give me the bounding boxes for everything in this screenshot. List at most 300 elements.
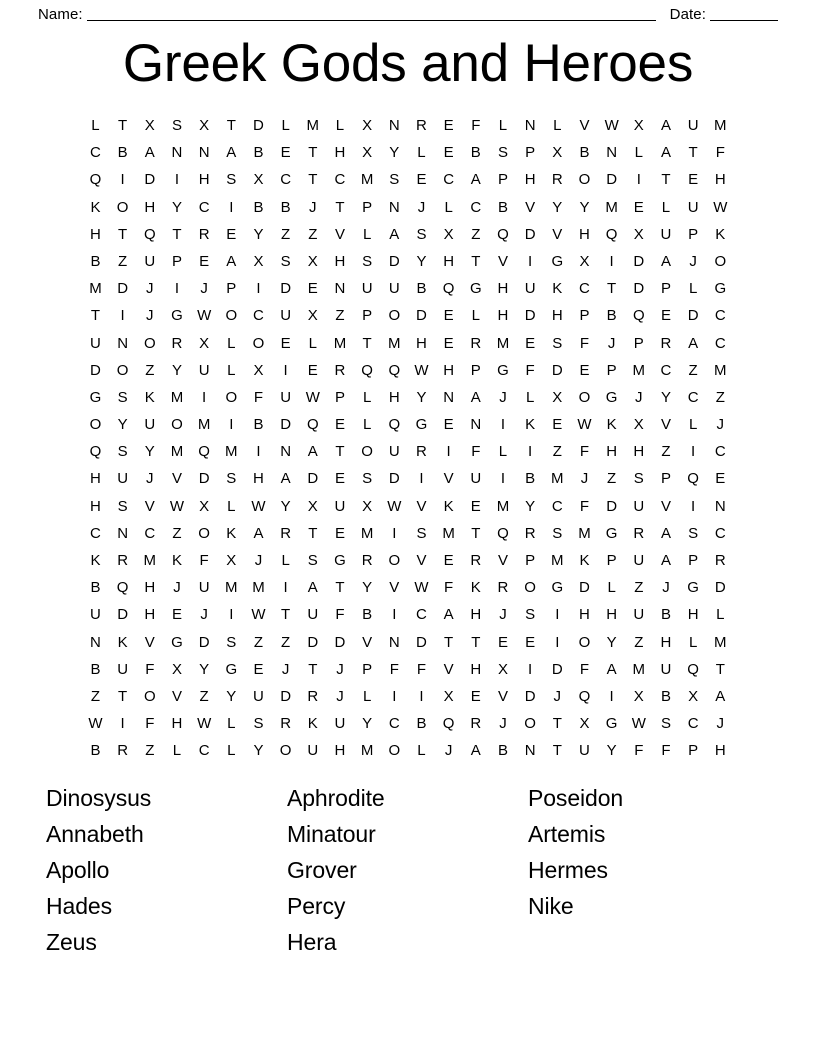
- grid-cell[interactable]: H: [334, 144, 346, 162]
- grid-cell[interactable]: P: [226, 280, 237, 298]
- grid-cell[interactable]: T: [444, 633, 454, 651]
- grid-cell[interactable]: F: [579, 497, 590, 515]
- grid-cell[interactable]: D: [144, 171, 156, 189]
- grid-cell[interactable]: U: [144, 416, 156, 434]
- grid-cell[interactable]: A: [688, 334, 699, 352]
- grid-cell[interactable]: D: [714, 579, 726, 597]
- grid-cell[interactable]: Z: [145, 361, 155, 379]
- grid-cell[interactable]: V: [171, 470, 183, 488]
- grid-cell[interactable]: P: [633, 334, 645, 352]
- grid-cell[interactable]: E: [443, 144, 454, 162]
- grid-cell[interactable]: O: [116, 361, 129, 379]
- grid-cell[interactable]: M: [360, 524, 374, 542]
- grid-cell[interactable]: E: [416, 171, 427, 189]
- grid-cell[interactable]: I: [446, 443, 451, 461]
- grid-cell[interactable]: F: [661, 742, 671, 760]
- word-list-item[interactable]: Aphrodite: [287, 785, 385, 811]
- grid-cell[interactable]: C: [90, 524, 102, 542]
- grid-cell[interactable]: B: [470, 144, 482, 162]
- grid-cell[interactable]: T: [661, 171, 671, 189]
- grid-cell[interactable]: I: [174, 280, 180, 298]
- grid-cell[interactable]: I: [392, 606, 397, 624]
- grid-cell[interactable]: A: [715, 687, 726, 705]
- grid-cell[interactable]: J: [417, 198, 426, 216]
- grid-cell[interactable]: H: [198, 171, 210, 189]
- grid-cell[interactable]: I: [528, 443, 533, 461]
- grid-cell[interactable]: J: [635, 388, 643, 406]
- grid-cell[interactable]: V: [416, 552, 427, 569]
- grid-cell[interactable]: H: [253, 470, 265, 488]
- grid-cell[interactable]: I: [229, 606, 234, 624]
- grid-cell[interactable]: Q: [388, 361, 401, 379]
- grid-cell[interactable]: I: [636, 171, 642, 189]
- grid-cell[interactable]: Q: [89, 171, 102, 189]
- grid-cell[interactable]: Y: [552, 198, 563, 216]
- grid-cell[interactable]: T: [471, 633, 481, 651]
- grid-cell[interactable]: V: [362, 633, 373, 651]
- grid-cell[interactable]: C: [443, 171, 455, 189]
- grid-cell[interactable]: D: [280, 687, 292, 705]
- grid-cell[interactable]: S: [633, 470, 645, 488]
- grid-cell[interactable]: D: [90, 361, 102, 379]
- grid-cell[interactable]: B: [253, 198, 264, 216]
- grid-cell[interactable]: B: [525, 470, 536, 488]
- grid-cell[interactable]: L: [362, 225, 372, 243]
- grid-cell[interactable]: M: [496, 334, 510, 352]
- grid-cell[interactable]: L: [362, 388, 372, 406]
- grid-cell[interactable]: C: [687, 388, 699, 406]
- grid-cell[interactable]: H: [416, 334, 428, 352]
- grid-cell[interactable]: B: [90, 742, 101, 760]
- grid-cell[interactable]: I: [392, 524, 397, 542]
- grid-cell[interactable]: I: [419, 470, 424, 488]
- grid-cell[interactable]: J: [580, 470, 589, 488]
- grid-cell[interactable]: E: [633, 198, 645, 216]
- grid-cell[interactable]: A: [470, 171, 482, 189]
- grid-cell[interactable]: R: [714, 552, 726, 569]
- grid-cell[interactable]: U: [334, 497, 346, 515]
- grid-cell[interactable]: T: [335, 198, 345, 216]
- grid-cell[interactable]: Y: [199, 660, 210, 678]
- grid-cell[interactable]: T: [118, 687, 128, 705]
- grid-cell[interactable]: L: [688, 280, 698, 298]
- grid-cell[interactable]: Y: [171, 361, 183, 379]
- grid-cell[interactable]: A: [660, 252, 672, 270]
- grid-cell[interactable]: F: [199, 552, 209, 569]
- grid-cell[interactable]: F: [525, 361, 535, 379]
- word-list-item[interactable]: Dinosysus: [46, 785, 152, 811]
- grid-cell[interactable]: D: [388, 252, 400, 270]
- grid-cell[interactable]: H: [497, 280, 509, 298]
- grid-cell[interactable]: A: [307, 443, 319, 461]
- grid-cell[interactable]: J: [499, 715, 507, 733]
- grid-cell[interactable]: M: [360, 171, 374, 189]
- grid-cell[interactable]: T: [471, 524, 481, 542]
- grid-cell[interactable]: M: [143, 552, 157, 569]
- word-list-item[interactable]: Minatour: [287, 821, 376, 847]
- grid-cell[interactable]: V: [334, 225, 346, 243]
- word-list-item[interactable]: Apollo: [46, 857, 110, 883]
- grid-cell[interactable]: E: [253, 660, 264, 678]
- grid-cell[interactable]: T: [335, 579, 345, 597]
- grid-cell[interactable]: M: [632, 361, 646, 379]
- grid-cell[interactable]: W: [251, 606, 266, 624]
- grid-cell[interactable]: L: [716, 606, 725, 624]
- grid-cell[interactable]: G: [551, 252, 564, 270]
- grid-cell[interactable]: F: [444, 579, 454, 597]
- grid-cell[interactable]: U: [388, 443, 400, 461]
- grid-cell[interactable]: J: [662, 579, 670, 597]
- grid-cell[interactable]: Y: [171, 198, 183, 216]
- grid-cell[interactable]: M: [714, 117, 727, 134]
- grid-cell[interactable]: H: [687, 606, 699, 624]
- grid-cell[interactable]: T: [172, 225, 182, 243]
- grid-cell[interactable]: C: [714, 524, 726, 542]
- grid-cell[interactable]: V: [552, 225, 563, 243]
- grid-cell[interactable]: Q: [89, 443, 102, 461]
- grid-cell[interactable]: M: [551, 470, 564, 488]
- grid-cell[interactable]: A: [660, 552, 672, 569]
- grid-cell[interactable]: I: [392, 687, 397, 705]
- grid-cell[interactable]: S: [226, 470, 237, 488]
- grid-cell[interactable]: T: [308, 524, 318, 542]
- grid-cell[interactable]: V: [497, 252, 509, 270]
- grid-cell[interactable]: S: [389, 171, 400, 189]
- grid-cell[interactable]: O: [361, 443, 374, 461]
- grid-cell[interactable]: A: [389, 225, 400, 243]
- grid-cell[interactable]: H: [470, 660, 482, 678]
- grid-cell[interactable]: L: [227, 334, 236, 352]
- grid-cell[interactable]: Z: [118, 252, 128, 270]
- grid-cell[interactable]: M: [306, 117, 320, 134]
- grid-cell[interactable]: T: [308, 144, 318, 162]
- grid-cell[interactable]: U: [687, 117, 699, 134]
- grid-cell[interactable]: H: [90, 497, 102, 515]
- grid-cell[interactable]: U: [660, 660, 672, 678]
- grid-cell[interactable]: Q: [632, 307, 645, 325]
- grid-cell[interactable]: D: [687, 307, 699, 325]
- grid-cell[interactable]: B: [416, 715, 427, 733]
- grid-cell[interactable]: J: [281, 660, 290, 678]
- grid-cell[interactable]: L: [525, 388, 535, 406]
- grid-cell[interactable]: F: [579, 443, 590, 461]
- grid-cell[interactable]: D: [524, 687, 536, 705]
- grid-cell[interactable]: F: [253, 388, 264, 406]
- grid-cell[interactable]: T: [607, 280, 617, 298]
- word-list-item[interactable]: Annabeth: [46, 821, 144, 847]
- grid-cell[interactable]: W: [387, 497, 402, 515]
- grid-cell[interactable]: Y: [226, 687, 237, 705]
- grid-cell[interactable]: I: [528, 252, 533, 270]
- grid-cell[interactable]: B: [416, 280, 427, 298]
- grid-cell[interactable]: B: [253, 416, 264, 434]
- grid-cell[interactable]: R: [361, 552, 373, 569]
- grid-cell[interactable]: H: [334, 742, 346, 760]
- grid-cell[interactable]: S: [497, 144, 509, 162]
- grid-cell[interactable]: L: [281, 552, 291, 569]
- word-list-item[interactable]: Hades: [46, 893, 112, 919]
- grid-cell[interactable]: J: [689, 252, 698, 270]
- grid-cell[interactable]: X: [199, 117, 210, 134]
- grid-cell[interactable]: E: [552, 416, 563, 434]
- grid-cell[interactable]: Q: [687, 660, 700, 678]
- grid-cell[interactable]: H: [90, 470, 102, 488]
- grid-cell[interactable]: X: [497, 660, 509, 678]
- grid-cell[interactable]: L: [227, 742, 236, 760]
- grid-cell[interactable]: E: [443, 416, 454, 434]
- grid-cell[interactable]: X: [552, 388, 563, 406]
- grid-cell[interactable]: P: [579, 307, 590, 325]
- grid-cell[interactable]: H: [443, 252, 455, 270]
- grid-cell[interactable]: E: [443, 117, 454, 134]
- grid-cell[interactable]: X: [253, 252, 264, 270]
- grid-cell[interactable]: D: [551, 660, 563, 678]
- grid-cell[interactable]: E: [470, 497, 482, 515]
- grid-cell[interactable]: R: [117, 552, 129, 569]
- grid-cell[interactable]: M: [89, 280, 102, 298]
- grid-cell[interactable]: F: [145, 660, 155, 678]
- grid-cell[interactable]: Z: [552, 443, 563, 461]
- grid-cell[interactable]: B: [579, 144, 590, 162]
- grid-cell[interactable]: M: [442, 524, 456, 542]
- grid-cell[interactable]: O: [89, 416, 102, 434]
- grid-cell[interactable]: O: [225, 388, 238, 406]
- grid-cell[interactable]: B: [253, 144, 264, 162]
- grid-cell[interactable]: I: [500, 416, 506, 434]
- grid-cell[interactable]: I: [609, 687, 614, 705]
- grid-cell[interactable]: L: [417, 144, 426, 162]
- word-list-item[interactable]: Nike: [528, 893, 574, 919]
- grid-cell[interactable]: X: [226, 552, 237, 569]
- grid-cell[interactable]: I: [691, 443, 696, 461]
- grid-cell[interactable]: T: [715, 660, 726, 678]
- grid-cell[interactable]: E: [199, 252, 210, 270]
- grid-cell[interactable]: Z: [281, 633, 291, 651]
- grid-cell[interactable]: X: [552, 144, 563, 162]
- grid-cell[interactable]: D: [198, 633, 210, 651]
- grid-cell[interactable]: H: [660, 633, 672, 651]
- grid-cell[interactable]: B: [90, 660, 101, 678]
- grid-cell[interactable]: Z: [145, 742, 155, 760]
- grid-cell[interactable]: M: [225, 443, 238, 461]
- word-list-item[interactable]: Hera: [287, 929, 337, 955]
- grid-cell[interactable]: A: [470, 742, 482, 760]
- grid-cell[interactable]: T: [281, 606, 291, 624]
- grid-cell[interactable]: D: [253, 117, 265, 134]
- grid-cell[interactable]: C: [198, 198, 210, 216]
- grid-cell[interactable]: G: [469, 280, 482, 298]
- grid-cell[interactable]: U: [361, 280, 373, 298]
- grid-cell[interactable]: C: [714, 443, 726, 461]
- grid-cell[interactable]: H: [90, 225, 102, 243]
- grid-cell[interactable]: T: [335, 443, 345, 461]
- grid-cell[interactable]: O: [388, 742, 401, 760]
- grid-cell[interactable]: P: [470, 361, 482, 379]
- grid-cell[interactable]: G: [171, 307, 183, 325]
- grid-cell[interactable]: V: [443, 470, 454, 488]
- grid-cell[interactable]: H: [388, 388, 400, 406]
- grid-cell[interactable]: C: [416, 606, 428, 624]
- grid-cell[interactable]: R: [198, 225, 210, 243]
- grid-cell[interactable]: D: [334, 633, 346, 651]
- grid-cell[interactable]: V: [171, 687, 183, 705]
- grid-cell[interactable]: I: [174, 171, 180, 189]
- grid-cell[interactable]: H: [714, 171, 726, 189]
- grid-cell[interactable]: E: [307, 361, 319, 379]
- grid-cell[interactable]: K: [443, 497, 454, 515]
- grid-cell[interactable]: R: [171, 334, 183, 352]
- grid-cell[interactable]: R: [497, 579, 509, 597]
- grid-cell[interactable]: E: [715, 470, 726, 488]
- grid-cell[interactable]: I: [419, 687, 424, 705]
- grid-cell[interactable]: I: [202, 388, 207, 406]
- grid-cell[interactable]: X: [362, 117, 373, 134]
- grid-cell[interactable]: L: [362, 416, 372, 434]
- grid-cell[interactable]: H: [334, 252, 346, 270]
- grid-cell[interactable]: J: [146, 307, 154, 325]
- grid-cell[interactable]: G: [89, 388, 102, 406]
- grid-cell[interactable]: R: [280, 524, 292, 542]
- grid-cell[interactable]: P: [660, 280, 672, 298]
- grid-cell[interactable]: C: [198, 742, 210, 760]
- grid-cell[interactable]: Z: [308, 225, 318, 243]
- grid-cell[interactable]: I: [229, 198, 234, 216]
- grid-cell[interactable]: A: [226, 252, 237, 270]
- grid-cell[interactable]: W: [197, 715, 212, 733]
- grid-cell[interactable]: K: [470, 579, 482, 597]
- grid-cell[interactable]: N: [714, 497, 726, 515]
- grid-cell[interactable]: U: [198, 579, 210, 597]
- grid-cell[interactable]: E: [443, 552, 454, 569]
- grid-cell[interactable]: T: [90, 307, 101, 325]
- grid-cell[interactable]: P: [688, 742, 699, 760]
- grid-cell[interactable]: H: [171, 715, 183, 733]
- grid-cell[interactable]: K: [307, 715, 319, 733]
- grid-cell[interactable]: N: [388, 198, 400, 216]
- grid-cell[interactable]: K: [117, 633, 128, 651]
- grid-cell[interactable]: R: [280, 715, 292, 733]
- grid-cell[interactable]: R: [117, 742, 129, 760]
- grid-cell[interactable]: F: [471, 443, 481, 461]
- grid-cell[interactable]: S: [552, 334, 563, 352]
- grid-cell[interactable]: C: [714, 334, 726, 352]
- grid-cell[interactable]: U: [198, 361, 210, 379]
- grid-cell[interactable]: M: [333, 334, 347, 352]
- grid-cell[interactable]: E: [280, 334, 291, 352]
- grid-cell[interactable]: K: [226, 524, 237, 542]
- grid-cell[interactable]: A: [660, 117, 672, 134]
- grid-cell[interactable]: N: [117, 524, 129, 542]
- grid-cell[interactable]: M: [388, 334, 401, 352]
- grid-cell[interactable]: I: [120, 307, 125, 325]
- grid-cell[interactable]: D: [280, 280, 292, 298]
- grid-cell[interactable]: W: [169, 497, 185, 515]
- grid-cell[interactable]: X: [362, 497, 373, 515]
- grid-cell[interactable]: S: [362, 470, 373, 488]
- grid-cell[interactable]: K: [90, 198, 101, 216]
- grid-cell[interactable]: V: [579, 117, 590, 134]
- grid-cell[interactable]: H: [144, 606, 156, 624]
- grid-cell[interactable]: C: [90, 144, 102, 162]
- grid-cell[interactable]: Y: [606, 742, 617, 760]
- grid-cell[interactable]: O: [279, 742, 292, 760]
- grid-cell[interactable]: J: [146, 280, 154, 298]
- grid-cell[interactable]: M: [714, 361, 727, 379]
- grid-cell[interactable]: O: [388, 552, 401, 569]
- grid-cell[interactable]: L: [227, 715, 236, 733]
- grid-cell[interactable]: Z: [281, 225, 291, 243]
- grid-cell[interactable]: B: [117, 144, 128, 162]
- grid-cell[interactable]: K: [171, 552, 183, 569]
- grid-cell[interactable]: O: [143, 334, 156, 352]
- grid-cell[interactable]: C: [334, 171, 346, 189]
- grid-cell[interactable]: D: [280, 416, 292, 434]
- grid-cell[interactable]: L: [553, 117, 562, 134]
- grid-cell[interactable]: U: [633, 606, 645, 624]
- grid-cell[interactable]: J: [336, 687, 344, 705]
- grid-cell[interactable]: L: [335, 117, 345, 134]
- grid-cell[interactable]: C: [144, 524, 156, 542]
- grid-cell[interactable]: K: [552, 280, 563, 298]
- grid-cell[interactable]: E: [334, 416, 346, 434]
- grid-cell[interactable]: L: [498, 443, 508, 461]
- grid-cell[interactable]: Q: [306, 416, 319, 434]
- grid-cell[interactable]: P: [362, 660, 373, 678]
- grid-cell[interactable]: B: [362, 606, 373, 624]
- grid-cell[interactable]: U: [90, 334, 102, 352]
- grid-cell[interactable]: L: [688, 633, 698, 651]
- grid-cell[interactable]: Y: [280, 497, 291, 515]
- grid-cell[interactable]: I: [500, 470, 506, 488]
- grid-cell[interactable]: X: [307, 307, 319, 325]
- grid-cell[interactable]: J: [716, 416, 725, 434]
- grid-cell[interactable]: N: [443, 388, 455, 406]
- grid-cell[interactable]: T: [308, 171, 318, 189]
- grid-cell[interactable]: S: [171, 117, 183, 134]
- grid-cell[interactable]: M: [252, 579, 265, 597]
- grid-cell[interactable]: L: [362, 687, 372, 705]
- grid-cell[interactable]: R: [334, 361, 346, 379]
- grid-cell[interactable]: D: [416, 307, 428, 325]
- grid-cell[interactable]: O: [388, 307, 401, 325]
- grid-cell[interactable]: N: [470, 416, 482, 434]
- grid-cell[interactable]: I: [256, 280, 261, 298]
- grid-cell[interactable]: W: [631, 715, 647, 733]
- grid-cell[interactable]: H: [606, 443, 618, 461]
- grid-cell[interactable]: S: [117, 388, 128, 406]
- grid-cell[interactable]: D: [198, 470, 210, 488]
- grid-cell[interactable]: H: [144, 198, 156, 216]
- grid-cell[interactable]: O: [171, 416, 183, 434]
- word-search-grid[interactable]: [82, 112, 734, 765]
- grid-cell[interactable]: E: [525, 633, 536, 651]
- grid-cell[interactable]: C: [687, 715, 699, 733]
- grid-cell[interactable]: N: [388, 117, 400, 134]
- grid-cell[interactable]: A: [443, 606, 454, 624]
- grid-cell[interactable]: Y: [579, 198, 590, 216]
- word-list-item[interactable]: Artemis: [528, 821, 606, 847]
- grid-cell[interactable]: H: [633, 443, 645, 461]
- grid-cell[interactable]: Z: [335, 307, 345, 325]
- grid-cell[interactable]: X: [633, 117, 645, 134]
- grid-cell[interactable]: O: [198, 524, 211, 542]
- grid-cell[interactable]: N: [198, 144, 210, 162]
- grid-cell[interactable]: P: [525, 552, 536, 569]
- grid-cell[interactable]: D: [117, 280, 129, 298]
- grid-cell[interactable]: W: [88, 715, 103, 733]
- grid-cell[interactable]: X: [688, 687, 699, 705]
- grid-cell[interactable]: I: [528, 660, 533, 678]
